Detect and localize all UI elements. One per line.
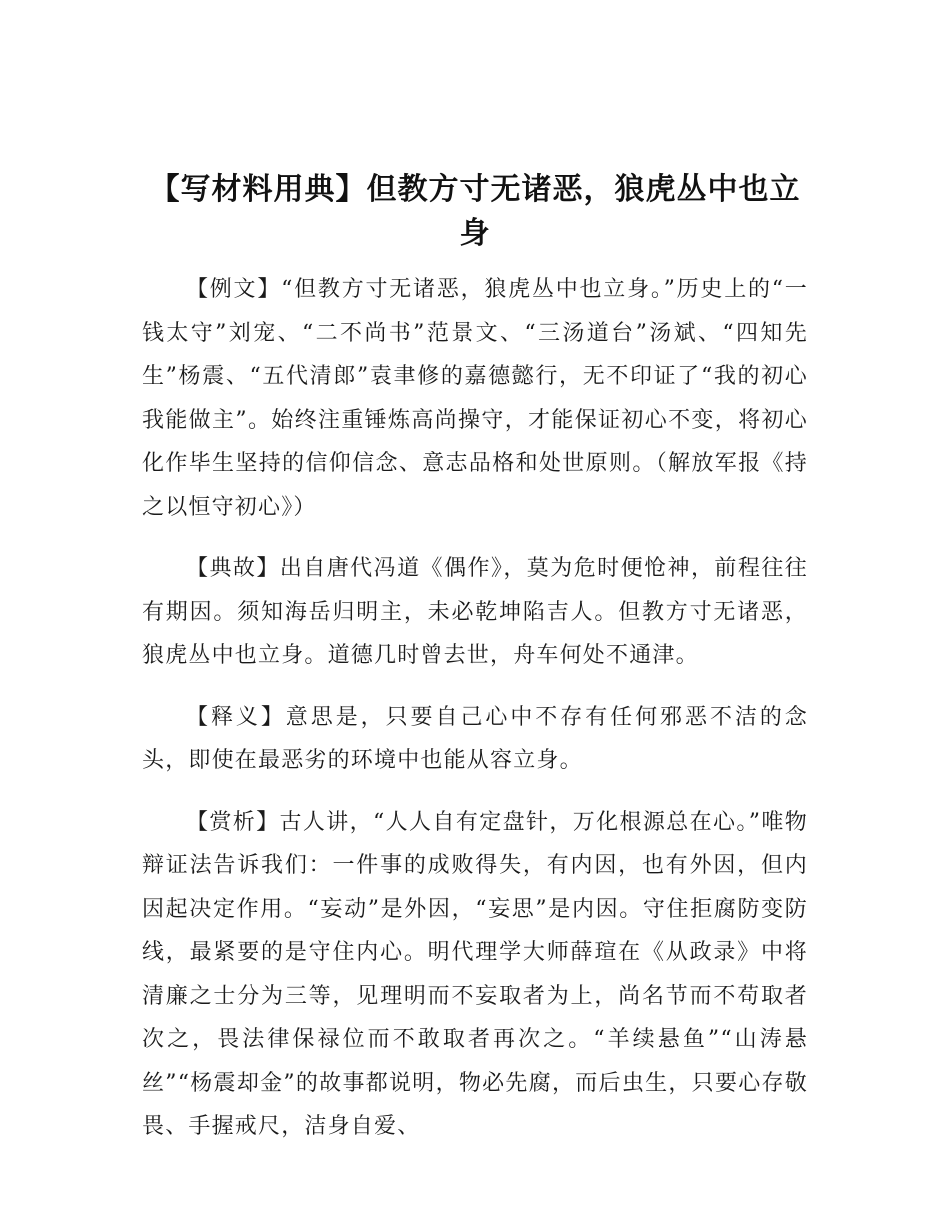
document-title: 【写材料用典】但教方寸无诸恶，狼虎丛中也立身 bbox=[149, 172, 801, 251]
paragraph-allusion: 【典故】出自唐代冯道《偶作》，莫为危时便怆神，前程往往有期因。须知海岳归明主，未必乾坤陷吉人。但教方寸无诸恶，狼虎丛中也立身。道德几时曾去世，舟车何处不通津。 bbox=[142, 556, 808, 668]
paragraph-example: 【例文】“但教方寸无诸恶，狼虎丛中也立身。”历史上的“一钱太守”刘宠、“二不尚书”范景文、“三汤道台”汤斌、“四知先生”杨震、“五代清郎”袁聿修的嘉德懿行，无不印证了“我的初心我能做主”。始终注重锤炼高尚操守，才能保证初心不变，将初心化作毕生坚持的信仰信念、意志品格和处世原则。（解放军报《持之以恒守初心》） bbox=[142, 277, 808, 520]
paragraph-appreciation: 【赏析】古人讲，“人人自有定盘针，万化根源总在心。”唯物辩证法告诉我们：一件事的成败得失，有内因，也有外因，但内因起决定作用。“妄动”是外因，“妄思”是内因。守住拒腐防变防线，最紧要的是守住内心。明代理学大师薛瑄在《从政录》中将清廉之士分为三等，见理明而不妄取者为上，尚名节而不苟取者次之，畏法律保禄位而不敢取者再次之。“羊续悬鱼”“山涛悬丝”“杨震却金”的故事都说明，物必先腐，而后虫生，只要心存敬畏、手握戒尺，洁身自爱、 bbox=[142, 809, 808, 1139]
document-body bbox=[142, 268, 808, 1167]
paragraph-meaning: 【释义】意思是，只要自己心中不存有任何邪恶不洁的念头，即使在最恶劣的环境中也能从容立身。 bbox=[142, 704, 808, 773]
